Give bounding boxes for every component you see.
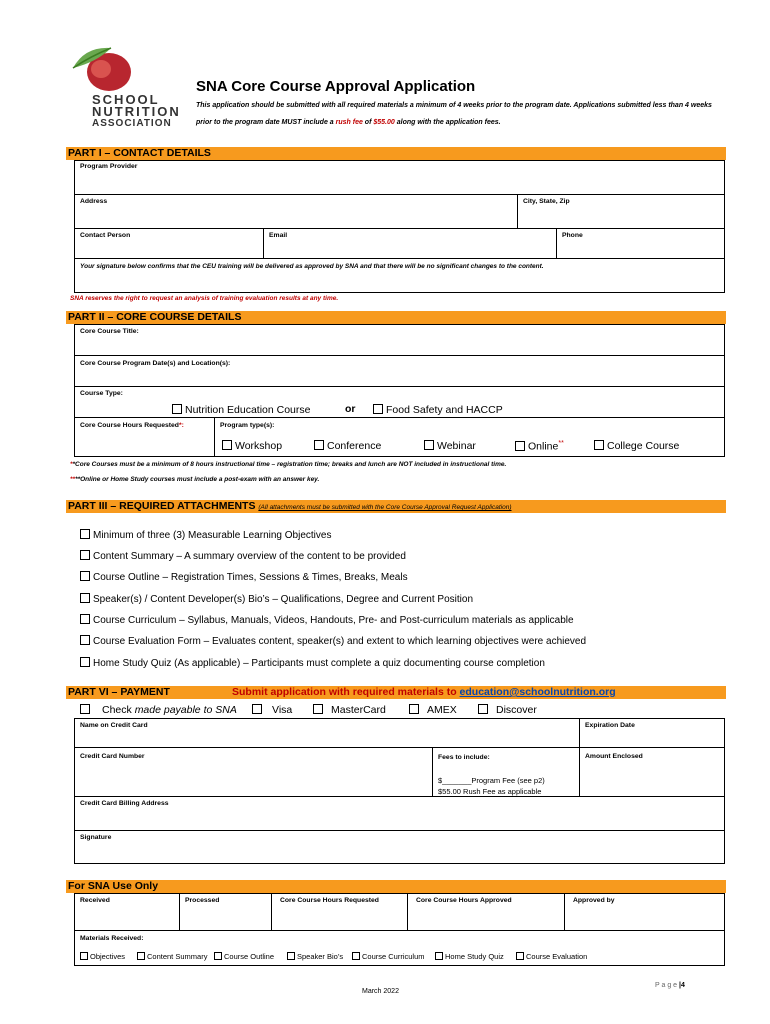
sna-hours-requested-field[interactable]: Core Course Hours Requested (271, 893, 408, 931)
checkbox-icon[interactable] (287, 952, 295, 960)
attachment-objectives[interactable]: Minimum of three (3) Measurable Learning Objectives (80, 529, 331, 541)
checkbox-icon[interactable] (80, 704, 90, 714)
check-option[interactable]: Check made payable to SNA (80, 704, 237, 716)
logo-text-association: ASSOCIATION (92, 118, 172, 129)
materials-home-study-quiz[interactable]: Home Study Quiz (435, 952, 504, 961)
checkbox-icon[interactable] (516, 952, 524, 960)
received-field[interactable]: Received (74, 893, 180, 931)
online-option[interactable]: Online** (515, 440, 564, 453)
rush-fee-text: rush fee (335, 119, 363, 126)
card-number-field[interactable]: Credit Card Number (74, 747, 433, 797)
logo-text-school: SCHOOL (92, 92, 160, 107)
checkbox-icon[interactable] (409, 704, 419, 714)
contact-person-field[interactable]: Contact Person (74, 228, 264, 259)
dates-locations-field[interactable]: Core Course Program Date(s) and Location(s): (74, 355, 725, 387)
attachment-home-study-quiz[interactable]: Home Study Quiz (As applicable) – Participants must complete a quiz documenting course completion (80, 657, 545, 669)
billing-address-field[interactable]: Credit Card Billing Address (74, 796, 725, 831)
email-field[interactable]: Email (263, 228, 557, 259)
fees-field: Fees to include: $_______Program Fee (see p2) $55.00 Rush Fee as applicable (432, 747, 580, 797)
program-types-field: Program type(s): (214, 417, 725, 457)
checkbox-icon[interactable] (352, 952, 360, 960)
signature-field[interactable]: Signature (74, 830, 725, 864)
checkbox-icon[interactable] (478, 704, 488, 714)
course-title-field[interactable]: Core Course Title: (74, 324, 725, 356)
materials-objectives[interactable]: Objectives (80, 952, 125, 961)
checkbox-icon[interactable] (252, 704, 262, 714)
checkbox-icon[interactable] (594, 440, 604, 450)
materials-received-field: Materials Received: (74, 930, 725, 966)
checkbox-icon[interactable] (80, 635, 90, 645)
address-field[interactable]: Address (74, 194, 518, 229)
workshop-option[interactable]: Workshop (222, 440, 282, 452)
materials-course-outline[interactable]: Course Outline (214, 952, 274, 961)
checkbox-icon[interactable] (313, 704, 323, 714)
submit-instruction: Submit application with required materials to education@schoolnutrition.org (232, 686, 616, 698)
city-state-zip-field[interactable]: City, State, Zip (517, 194, 725, 229)
checkbox-icon[interactable] (222, 440, 232, 450)
part3-heading: PART III – REQUIRED ATTACHMENTS (All attachments must be submitted with the Core Course Approval Request Application) (66, 500, 726, 513)
amount-enclosed-field[interactable]: Amount Enclosed (579, 747, 725, 797)
processed-field[interactable]: Processed (179, 893, 272, 931)
sna-hours-approved-field[interactable]: Core Course Hours Approved (407, 893, 565, 931)
college-course-option[interactable]: College Course (594, 440, 679, 452)
attachment-speaker-bios[interactable]: Speaker(s) / Content Developer(s) Bio’s – Qualifications, Degree and Current Position (80, 593, 473, 605)
checkbox-icon[interactable] (80, 571, 90, 581)
program-provider-field[interactable]: Program Provider (74, 160, 725, 195)
part2-heading: PART II – CORE COURSE DETAILS (66, 311, 726, 324)
materials-content-summary[interactable]: Content Summary (137, 952, 207, 961)
checkbox-icon[interactable] (80, 550, 90, 560)
course-type-field: Course Type: (74, 386, 725, 418)
checkbox-icon[interactable] (80, 952, 88, 960)
checkbox-icon[interactable] (80, 657, 90, 667)
mastercard-option[interactable]: MasterCard (313, 704, 386, 716)
part1-heading: PART I – CONTACT DETAILS (66, 147, 726, 160)
attachment-content-summary[interactable]: Content Summary – A summary overview of the content to be provided (80, 550, 406, 562)
checkbox-icon[interactable] (80, 614, 90, 624)
materials-speaker-bios[interactable]: Speaker Bio’s (287, 952, 343, 961)
checkbox-icon[interactable] (424, 440, 434, 450)
checkbox-icon[interactable] (435, 952, 443, 960)
name-on-card-field[interactable]: Name on Credit Card (74, 718, 580, 748)
checkbox-icon[interactable] (214, 952, 222, 960)
attachment-course-curriculum[interactable]: Course Curriculum – Syllabus, Manuals, Videos, Handouts, Pre- and Post-curriculum materials as applicable (80, 614, 574, 626)
rush-fee-amount: $55.00 (373, 119, 395, 126)
visa-option[interactable]: Visa (252, 704, 292, 716)
checkbox-icon[interactable] (137, 952, 145, 960)
checkbox-icon[interactable] (80, 593, 90, 603)
hours-note: **Core Courses must be a minimum of 8 hours instructional time – registration time; breaks and lunch are NOT included in instructional time. (70, 461, 507, 468)
approved-by-field[interactable]: Approved by (564, 893, 725, 931)
footer-date: March 2022 (362, 988, 399, 995)
materials-course-curriculum[interactable]: Course Curriculum (352, 952, 425, 961)
submission-email-link[interactable]: education@schoolnutrition.org (459, 686, 616, 698)
payment-heading: PART VI – PAYMENT Submit application with required materials to education@schoolnutrition.org (66, 686, 726, 699)
type-nutrition-option[interactable]: Nutrition Education Course (172, 404, 310, 416)
checkbox-icon[interactable] (314, 440, 324, 450)
expiration-date-field[interactable]: Expiration Date (579, 718, 725, 748)
checkbox-icon[interactable] (172, 404, 182, 414)
type-food-safety-option[interactable]: Food Safety and HACCP (373, 404, 503, 416)
evaluation-note: SNA reserves the right to request an analysis of training evaluation results at any time. (70, 295, 339, 302)
attachment-course-outline[interactable]: Course Outline – Registration Times, Sessions & Times, Breaks, Meals (80, 571, 408, 583)
sna-use-heading: For SNA Use Only (66, 880, 726, 893)
checkbox-icon[interactable] (80, 529, 90, 539)
checkbox-icon[interactable] (373, 404, 383, 414)
online-note: ****Online or Home Study courses must include a post-exam with an answer key. (70, 476, 320, 483)
checkbox-icon[interactable] (515, 441, 525, 451)
logo-text-nutrition: NUTRITION (92, 104, 181, 119)
hours-requested-field[interactable]: Core Course Hours Requested*: (74, 417, 215, 457)
phone-field[interactable]: Phone (556, 228, 725, 259)
signature-confirmation-field[interactable]: Your signature below confirms that the CEU training will be delivered as approved by SNA and that there will be no significant changes to the content. (74, 258, 725, 293)
intro-text: This application should be submitted with all required materials a minimum of 4 weeks prior to the program date. Applications submitted less than 4 weeks prior to the program date MUST include a rush fee of $55.00 along with the application fees. (196, 102, 712, 126)
apple-logo-icon (71, 42, 131, 92)
page-title: SNA Core Course Approval Application (196, 78, 476, 95)
conference-option[interactable]: Conference (314, 440, 381, 452)
amex-option[interactable]: AMEX (409, 704, 457, 716)
discover-option[interactable]: Discover (478, 704, 537, 716)
webinar-option[interactable]: Webinar (424, 440, 476, 452)
or-text: or (345, 403, 356, 415)
materials-course-evaluation[interactable]: Course Evaluation (516, 952, 587, 961)
sna-logo (66, 42, 196, 132)
page-number: P a g e |4 (655, 982, 685, 989)
attachment-evaluation-form[interactable]: Course Evaluation Form – Evaluates content, speaker(s) and extent to which learning objectives were achieved (80, 635, 586, 647)
